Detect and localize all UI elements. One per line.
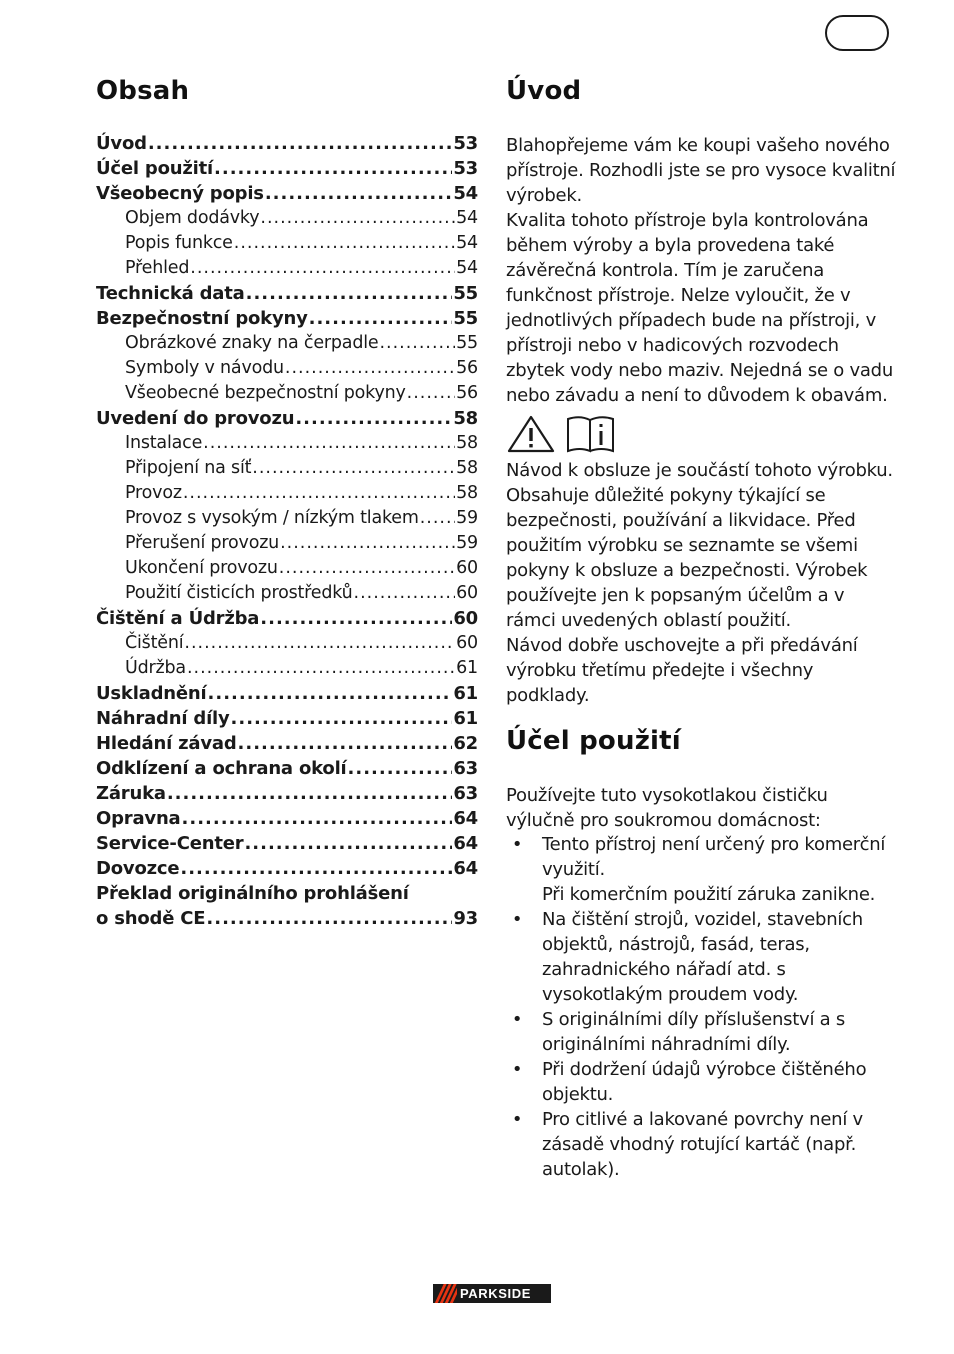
toc-leader-dots (420, 506, 455, 531)
intro-paragraph-2: Kvalita tohoto přístroje byla kontrolována během výroby a byla provedena také závěrečná kontrola. Tím je zaručena funkčnost přístroje. Nelze vyloučit, že v jednotlivých případech bude na přístroji, v přístroji nebo v hadicových rozvodech zbytek vody nebo maziv. Nejedná se o vadu nebo závadu a není to důvodem k obavám. (506, 210, 893, 406)
toc-entry-page: 60 (453, 608, 478, 629)
toc-entry (96, 381, 478, 406)
toc-entry (96, 356, 478, 381)
toc-entry-label: Provoz s vysokým / nízkým tlakem (125, 508, 419, 528)
toc-entry-label: Přerušení provozu (125, 533, 280, 553)
toc-entry-label: Připojení na síť (125, 458, 252, 478)
toc-entry-label: Dovozce (96, 858, 180, 879)
toc-entry-page: 62 (453, 733, 478, 754)
toc-leader-dots (190, 256, 455, 281)
toc-entry-label: Náhradní díly (96, 708, 230, 729)
toc-entry (96, 781, 478, 806)
toc-entry-label: Provoz (125, 483, 182, 503)
purpose-list-item (506, 1057, 896, 1107)
purpose-item-note: Při komerčním použití záruka zanikne. (542, 884, 876, 905)
toc-entry-label: Instalace (125, 433, 203, 453)
bullet-icon: • (511, 1109, 523, 1130)
toc-entry (96, 731, 478, 756)
toc-entry (96, 256, 478, 281)
toc-entry (96, 706, 478, 731)
intro-paragraph-3: Návod k obsluze je součástí tohoto výrobku. Obsahuje důležité pokyny týkající se bezpečnosti, používání a likvidace. Před použitím výrobku se seznamte se všemi pokyny k obsluze a bezpečnosti. Výrobek používejte jen k popsaným účelům a v rámci uvedených oblastí použití. (506, 460, 893, 631)
toc-entry-label: Technická data (96, 283, 245, 304)
toc-entry-page: 60 (456, 633, 478, 653)
toc-leader-dots (206, 906, 452, 931)
purpose-list-item (506, 1007, 896, 1057)
warning-icons-svg (506, 413, 624, 455)
toc-entry-page: 63 (453, 783, 478, 804)
purpose-item-text: Pro citlivé a lakované povrchy není v zásadě vhodný rotující kartáč (např. autolak). (542, 1109, 863, 1180)
purpose-list-item (506, 832, 896, 907)
toc-entry-page: 54 (456, 258, 478, 278)
toc-entry-page: 55 (453, 283, 478, 304)
toc-leader-dots (309, 306, 453, 331)
toc-list (96, 131, 478, 931)
toc-entry (96, 456, 478, 481)
parkside-logo (433, 1284, 551, 1303)
toc-entry (96, 306, 478, 331)
toc-entry-label: Všeobecné bezpečnostní pokyny (125, 383, 406, 403)
toc-entry-label: Hledání závad (96, 733, 237, 754)
purpose-list-item (506, 907, 896, 1007)
toc-entry (96, 131, 478, 156)
toc-leader-dots (238, 731, 453, 756)
toc-leader-dots (183, 481, 455, 506)
toc-leader-dots (252, 456, 455, 481)
toc-leader-dots (348, 756, 453, 781)
toc-entry-label: Uvedení do provozu (96, 408, 295, 429)
toc-entry-page: 53 (453, 133, 478, 154)
toc-entry-label: Symboly v návodu (125, 358, 284, 378)
toc-leader-dots (265, 181, 453, 206)
toc-entry-page: 61 (453, 708, 478, 729)
toc-leader-dots (354, 581, 456, 606)
intro-paragraph-4: Návod dobře uschovejte a při předávání výrobku třetímu předejte i všechny podklady. (506, 635, 858, 706)
toc-entry (96, 206, 478, 231)
manual-info-icon (568, 417, 613, 451)
toc-entry (96, 806, 478, 831)
toc-leader-dots (231, 706, 453, 731)
toc-entry-page: 64 (453, 808, 478, 829)
toc-leader-dots (280, 531, 455, 556)
toc-entry-page: 56 (456, 383, 478, 403)
toc-entry (96, 881, 478, 906)
safety-icons (506, 413, 624, 453)
toc-entry-page: 60 (456, 558, 478, 578)
toc-entry-label: Všeobecný popis (96, 183, 264, 204)
toc-entry-label: Účel použití (96, 158, 214, 179)
toc-leader-dots (260, 606, 452, 631)
purpose-item-text: Při dodržení údajů výrobce čištěného objektu. (542, 1059, 867, 1105)
toc-entry-label: Úvod (96, 133, 147, 154)
toc-leader-dots (187, 656, 455, 681)
toc-entry-label: Opravna (96, 808, 181, 829)
toc-entry-page: 58 (453, 408, 478, 429)
toc-entry-label: Popis funkce (125, 233, 233, 253)
toc-title: Obsah (96, 76, 190, 106)
toc-entry-label: Ukončení provozu (125, 558, 278, 578)
toc-leader-dots (244, 831, 452, 856)
toc-entry-label: Záruka (96, 783, 166, 804)
toc-leader-dots (407, 381, 455, 406)
toc-entry-page: 59 (456, 533, 478, 553)
toc-entry-page: 93 (453, 908, 478, 929)
toc-leader-dots (148, 131, 453, 156)
toc-entry-page: 59 (456, 508, 478, 528)
toc-entry (96, 631, 478, 656)
toc-entry-label: Uskladnění (96, 683, 207, 704)
toc-entry (96, 231, 478, 256)
toc-entry-label: Obrázkové znaky na čerpadle (125, 333, 379, 353)
bullet-icon: • (511, 1009, 523, 1030)
toc-entry-label: Objem dodávky (125, 208, 260, 228)
toc-entry-page: 64 (453, 833, 478, 854)
toc-leader-dots (208, 681, 453, 706)
toc-leader-dots (285, 356, 455, 381)
toc-entry-label: Service-Center (96, 833, 244, 854)
toc-entry-label: Čištění a Údržba (96, 608, 260, 629)
toc-entry-page: 53 (453, 158, 478, 179)
toc-leader-dots (203, 431, 455, 456)
toc-leader-dots (234, 231, 455, 256)
toc-entry-label: o shodě CE (96, 908, 206, 929)
toc-entry (96, 856, 478, 881)
language-badge (825, 15, 889, 51)
toc-leader-dots (214, 156, 452, 181)
toc-entry-page: 58 (456, 483, 478, 503)
toc-entry (96, 156, 478, 181)
toc-entry-page: 55 (456, 333, 478, 353)
purpose-item-text: S originálními díly příslušenství a s originálními náhradními díly. (542, 1009, 846, 1055)
toc-entry-page: 54 (453, 183, 478, 204)
toc-entry (96, 481, 478, 506)
toc-entry (96, 556, 478, 581)
purpose-list (506, 832, 896, 1182)
bullet-icon: • (511, 834, 523, 855)
toc-entry-page: 61 (456, 658, 478, 678)
brand-name: PARKSIDE (460, 1286, 532, 1301)
toc-entry (96, 281, 478, 306)
toc-entry-label: Bezpečnostní pokyny (96, 308, 308, 329)
toc-entry-page: 60 (456, 583, 478, 603)
toc-entry (96, 506, 478, 531)
toc-entry-label: Přehled (125, 258, 190, 278)
toc-leader-dots (379, 331, 455, 356)
toc-entry-page: 54 (456, 233, 478, 253)
toc-leader-dots (184, 631, 455, 656)
logo-stripes-icon (433, 1284, 457, 1303)
toc-entry-page: 56 (456, 358, 478, 378)
toc-entry-page: 61 (453, 683, 478, 704)
toc-entry-page: 55 (453, 308, 478, 329)
toc-entry-page: 58 (456, 433, 478, 453)
toc-entry-label: Překlad originálního prohlášení (96, 883, 409, 904)
toc-entry (96, 406, 478, 431)
toc-entry-page: 58 (456, 458, 478, 478)
toc-leader-dots (182, 806, 453, 831)
purpose-item-text: Tento přístroj není určený pro komerční využití. (542, 834, 886, 880)
toc-leader-dots (260, 206, 455, 231)
toc-leader-dots (180, 856, 452, 881)
purpose-item-text: Na čištění strojů, vozidel, stavebních objektů, nástrojů, fasád, teras, zahradnického nářadí atd. s vysokotlakým proudem vody. (542, 909, 863, 1005)
toc-leader-dots (246, 281, 453, 306)
toc-entry-page: 64 (453, 858, 478, 879)
toc-entry (96, 531, 478, 556)
toc-entry-page: 63 (453, 758, 478, 779)
toc-entry (96, 681, 478, 706)
intro-title: Úvod (506, 76, 582, 106)
toc-entry-page: 54 (456, 208, 478, 228)
toc-entry (96, 831, 478, 856)
purpose-title: Účel použití (506, 726, 681, 756)
toc-entry (96, 756, 478, 781)
purpose-list-item (506, 1107, 896, 1182)
toc-entry (96, 581, 478, 606)
toc-entry (96, 606, 478, 631)
toc-entry (96, 431, 478, 456)
toc-entry-label: Odklízení a ochrana okolí (96, 758, 347, 779)
toc-entry (96, 906, 478, 931)
toc-entry-label: Použití čisticích prostředků (125, 583, 353, 603)
toc-entry (96, 656, 478, 681)
toc-leader-dots (279, 556, 455, 581)
toc-entry (96, 181, 478, 206)
warning-triangle-icon (509, 417, 553, 451)
toc-entry-label: Čištění (125, 633, 184, 653)
toc-entry-label: Údržba (125, 658, 186, 678)
bullet-icon: • (511, 1059, 523, 1080)
toc-entry (96, 331, 478, 356)
bullet-icon: • (511, 909, 523, 930)
toc-leader-dots (295, 406, 452, 431)
toc-leader-dots (167, 781, 453, 806)
purpose-lead: Používejte tuto vysokotlakou čističku výlučně pro soukromou domácnost: (506, 785, 828, 831)
intro-paragraph-1: Blahopřejeme vám ke koupi vašeho nového přístroje. Rozhodli jste se pro vysoce kvalitní výrobek. (506, 135, 896, 206)
